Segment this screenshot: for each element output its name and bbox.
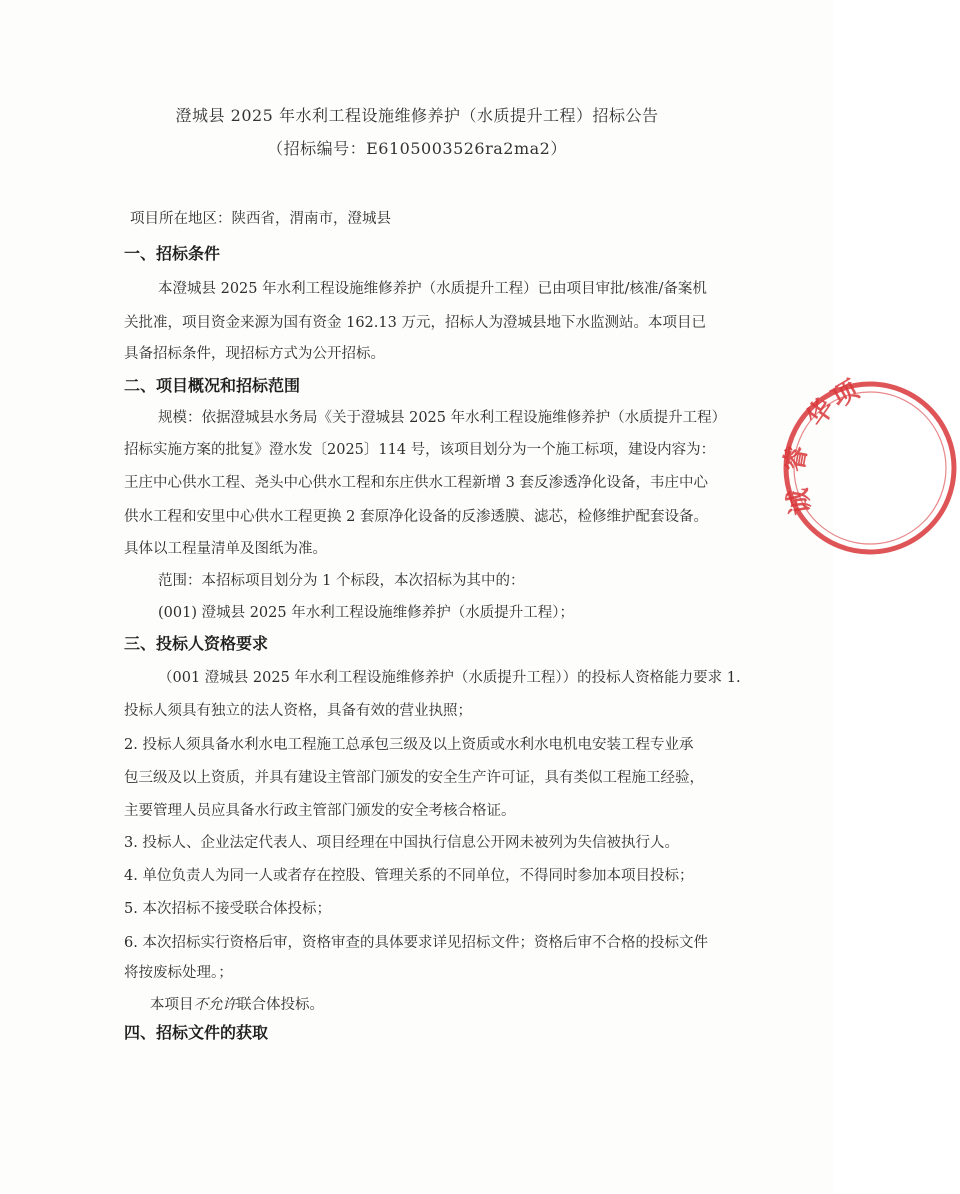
paragraph-line: 6. 本次招标实行资格后审，资格审查的具体要求详见招标文件；资格后审不合格的投标文件 xyxy=(124,935,708,951)
paragraph-line: （001 澄城县 2025 年水利工程设施维修养护（水质提升工程））的投标人资格能力要求 1. xyxy=(158,670,741,686)
document-title: 澄城县 2025 年水利工程设施维修养护（水质提升工程）招标公告 xyxy=(175,106,659,125)
consortium-statement xyxy=(150,995,324,1015)
paragraph-line: 本澄城县 2025 年水利工程设施维修养护（水质提升工程）已由项目审批/核准/备案机 xyxy=(158,281,707,297)
paragraph-line: 主要管理人员应具备水行政主管部门颁发的安全考核合格证。 xyxy=(124,803,516,819)
section-heading-2: 二、项目概况和招标范围 xyxy=(124,376,301,395)
section-heading-1: 一、招标条件 xyxy=(124,244,221,263)
paragraph-line: 供水工程和安里中心供水工程更换 2 套原净化设备的反渗透膜、滤芯，检修维护配套设备。 xyxy=(124,509,708,525)
paragraph-line: 3. 投标人、企业法定代表人、项目经理在中国执行信息公开网未被列为失信被执行人。 xyxy=(124,835,679,851)
paragraph-line: 投标人须具有独立的法人资格，具备有效的营业执照； xyxy=(124,703,472,719)
paragraph-line: 王庄中心供水工程、尧头中心供水工程和东庄供水工程新增 3 套反渗透净化设备，韦庄中心 xyxy=(124,475,708,491)
paragraph-line: 2. 投标人须具备水利水电工程施工总承包三级及以上资质或水利水电机电安装工程专业承 xyxy=(124,737,694,753)
paragraph-line: 包三级及以上资质，并具有建设主管部门颁发的安全生产许可证，具有类似工程施工经验， xyxy=(124,770,704,786)
consortium-suffix: 联合体投标。 xyxy=(237,997,324,1013)
consortium-not-allowed: 不允许 xyxy=(193,997,237,1013)
paragraph-line: 4. 单位负责人为同一人或者存在控股、管理关系的不同单位，不得同时参加本项目投标； xyxy=(124,868,694,884)
paragraph-line: 关批准，项目资金来源为国有资金 162.13 万元，招标人为澄城县地下水监测站。本项目已 xyxy=(124,315,706,331)
paragraph-line: (001) 澄城县 2025 年水利工程设施维修养护（水质提升工程）； xyxy=(158,605,574,621)
paragraph-line: 范围：本招标项目划分为 1 个标段，本次招标为其中的： xyxy=(158,573,525,589)
paragraph-line: 规模：依据澄城县水务局《关于澄城县 2025 年水利工程设施维修养护（水质提升工程） xyxy=(158,410,727,426)
paragraph-line: 具体以工程量清单及图纸为准。 xyxy=(124,541,327,557)
paragraph-line: 将按废标处理。； xyxy=(124,965,233,981)
consortium-prefix: 本项目 xyxy=(150,997,194,1013)
svg-text:诚: 诚 xyxy=(782,486,817,517)
section-heading-3: 三、投标人资格要求 xyxy=(124,634,269,653)
svg-text:项: 项 xyxy=(826,375,865,415)
paragraph-line: 5. 本次招标不接受联合体投标； xyxy=(124,901,331,917)
project-location: 项目所在地区：陕西省，渭南市，澄城县 xyxy=(130,211,391,227)
company-seal xyxy=(779,375,960,558)
svg-text:华: 华 xyxy=(801,393,841,433)
section-heading-4: 四、招标文件的获取 xyxy=(124,1023,269,1042)
tender-number: （招标编号：E6105003526ra2ma2） xyxy=(267,139,567,158)
paragraph-line: 具备招标条件，现招标方式为公开招标。 xyxy=(124,346,385,362)
paragraph-line: 招标实施方案的批复》澄水发〔2025〕114 号，该项目划分为一个施工标项，建设内容为： xyxy=(124,442,716,458)
svg-text:睿: 睿 xyxy=(779,443,814,475)
